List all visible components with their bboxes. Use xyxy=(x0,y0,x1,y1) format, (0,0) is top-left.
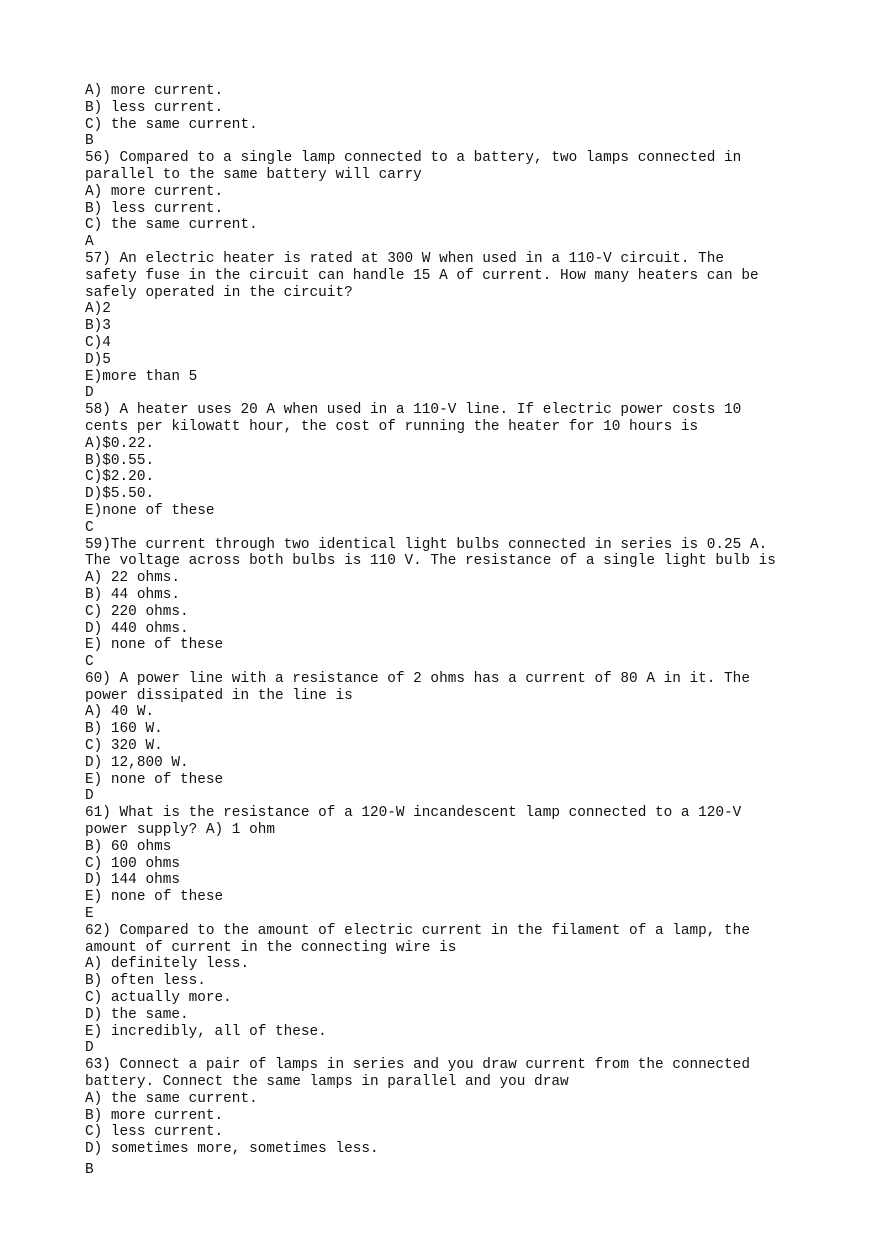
text-line: D) 144 ohms xyxy=(85,872,180,889)
text-line: A) 22 ohms. xyxy=(85,570,180,587)
text-line: C) the same current. xyxy=(85,116,258,133)
text-line: E) none of these xyxy=(85,889,224,906)
text-line: A) 40 W. xyxy=(85,704,155,721)
text-line: 60) A power line with a resistance of 2 ohms has a current of 80 A in it. The xyxy=(85,670,750,687)
text-line: E) none of these xyxy=(85,637,224,654)
text-line: safely operated in the circuit? xyxy=(85,284,353,301)
text-line: 58) A heater uses 20 A when used in a 110-V line. If electric power costs 10 xyxy=(85,402,742,419)
text-line: B) 160 W. xyxy=(85,721,163,738)
text-line: C) 100 ohms xyxy=(85,855,180,872)
text-line: A)2 xyxy=(85,301,111,318)
text-line: B) often less. xyxy=(85,973,206,990)
text-line: cents per kilowatt hour, the cost of running the heater for 10 hours is xyxy=(85,418,699,435)
text-line: E) none of these xyxy=(85,771,224,788)
text-line: D xyxy=(85,385,94,402)
text-line: 57) An electric heater is rated at 300 W when used in a 110-V circuit. The xyxy=(85,250,725,267)
text-line: D) the same. xyxy=(85,1006,189,1023)
text-line: The voltage across both bulbs is 110 V. The resistance of a single light bulb is xyxy=(85,553,776,570)
text-line: B)$0.55. xyxy=(85,452,155,469)
text-line: C xyxy=(85,654,94,671)
text-line: 59)The current through two identical light bulbs connected in series is 0.25 A. xyxy=(85,536,768,553)
text-line: 63) Connect a pair of lamps in series and you draw current from the connected xyxy=(85,1057,750,1074)
text-line: A) definitely less. xyxy=(85,956,250,973)
text-line: D)$5.50. xyxy=(85,486,155,503)
text-line: D xyxy=(85,788,94,805)
text-line: battery. Connect the same lamps in parallel and you draw xyxy=(85,1074,569,1091)
text-line: A) the same current. xyxy=(85,1090,258,1107)
text-line: B) less current. xyxy=(85,200,224,217)
document-text xyxy=(85,83,865,1179)
text-line: D xyxy=(85,1040,94,1057)
text-line: C) the same current. xyxy=(85,217,258,234)
text-line: C) less current. xyxy=(85,1124,224,1141)
text-line: power supply? A) 1 ohm xyxy=(85,822,275,839)
text-line: D)5 xyxy=(85,351,111,368)
text-line: D) 12,800 W. xyxy=(85,754,189,771)
text-line: E) incredibly, all of these. xyxy=(85,1023,327,1040)
text-line: D) sometimes more, sometimes less. xyxy=(85,1141,379,1158)
text-line: C)$2.20. xyxy=(85,469,155,486)
text-line: 61) What is the resistance of a 120-W incandescent lamp connected to a 120-V xyxy=(85,805,742,822)
text-line: D) 440 ohms. xyxy=(85,620,189,637)
text-line: B) 60 ohms xyxy=(85,838,172,855)
text-line: B) less current. xyxy=(85,99,224,116)
text-line: C) 320 W. xyxy=(85,738,163,755)
text-line: E)none of these xyxy=(85,502,215,519)
text-line: C)4 xyxy=(85,334,111,351)
text-line: B xyxy=(85,1162,94,1178)
text-line: E)more than 5 xyxy=(85,368,198,385)
text-line: B) 44 ohms. xyxy=(85,586,180,603)
text-line: A xyxy=(85,234,94,251)
text-line: power dissipated in the line is xyxy=(85,687,353,704)
text-line: B) more current. xyxy=(85,1107,224,1124)
text-line: 56) Compared to a single lamp connected to a battery, two lamps connected in xyxy=(85,150,742,167)
text-line: C) 220 ohms. xyxy=(85,603,189,620)
text-line: C) actually more. xyxy=(85,990,232,1007)
text-line: amount of current in the connecting wire is xyxy=(85,939,457,956)
text-line: A) more current. xyxy=(85,83,224,99)
text-line: A) more current. xyxy=(85,183,224,200)
text-line: parallel to the same battery will carry xyxy=(85,166,422,183)
text-line: B)3 xyxy=(85,318,111,335)
text-line: A)$0.22. xyxy=(85,435,155,452)
text-line: C xyxy=(85,519,94,536)
text-line: B xyxy=(85,133,94,150)
text-line: 62) Compared to the amount of electric current in the filament of a lamp, the xyxy=(85,922,750,939)
text-line: safety fuse in the circuit can handle 15 A of current. How many heaters can be xyxy=(85,267,759,284)
text-line: E xyxy=(85,906,94,923)
